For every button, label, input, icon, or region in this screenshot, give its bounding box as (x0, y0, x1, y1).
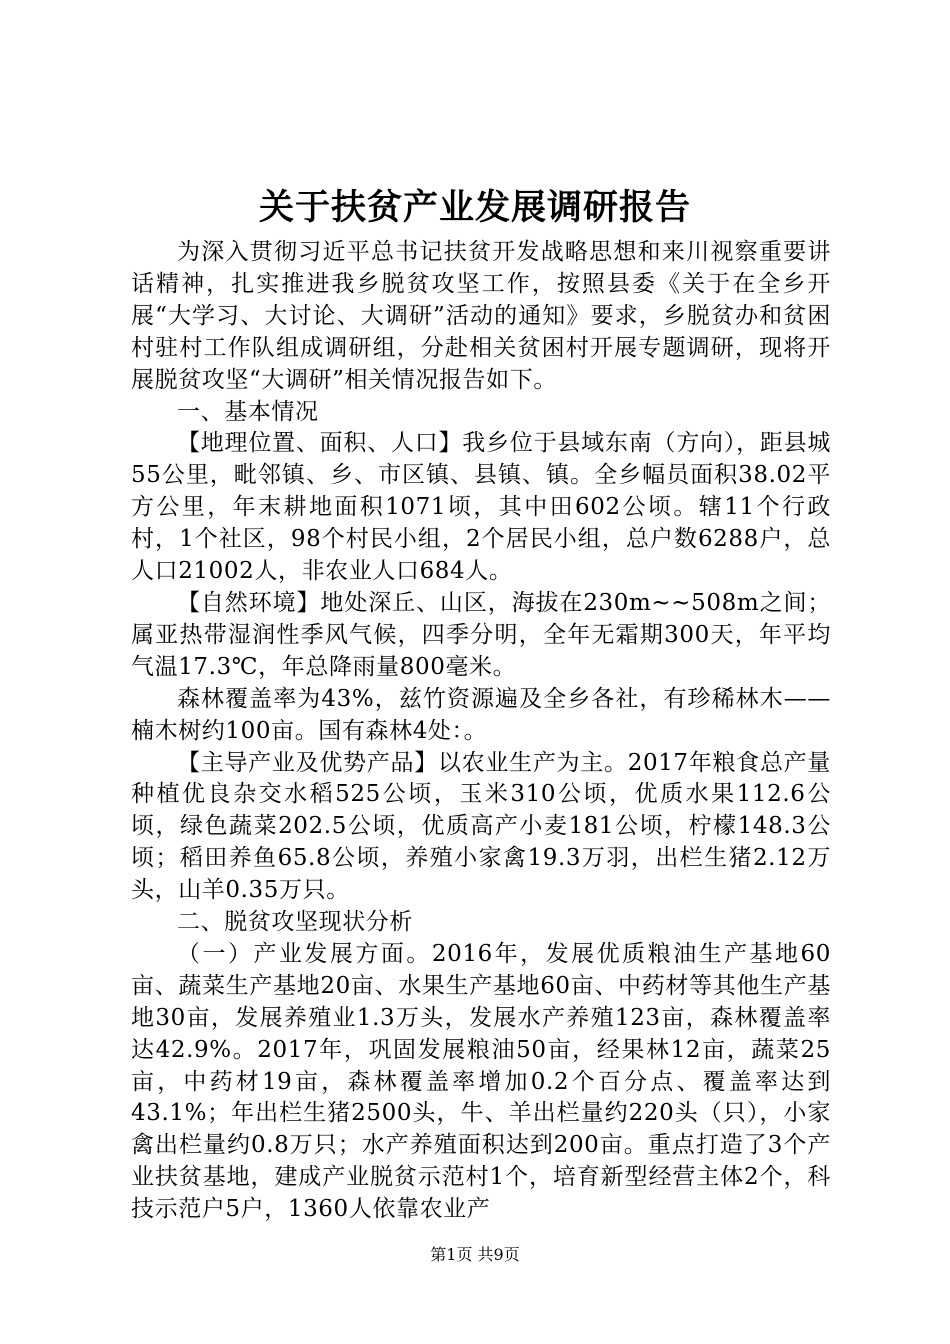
document-title: 关于扶贫产业发展调研报告 (258, 187, 691, 228)
section-heading-analysis: 二、脱贫攻坚现状分析 (177, 909, 413, 936)
forest-paragraph: 森林覆盖率为43%，兹竹资源遍及全乡各社，有珍稀林木——楠木树约100亩。国有森林4处：。 (131, 685, 831, 744)
industry-paragraph: 【主导产业及优势产品】以农业生产为主。2017年粮食总产量种植优良杂交水稻525公顷，玉米310公顷，优质水果112.6公顷，绿色蔬菜202.5公顷，优质高产小麦181公顷，柠檬148.3公顷；稻田养鱼65.8公顷，养殖小家禽19.3万羽，出栏生猪2.12万头，山羊0.35万只。 (131, 749, 831, 904)
geography-paragraph: 【地理位置、面积、人口】我乡位于县域东南（方向），距县城55公里，毗邻镇、乡、市区镇、县镇、镇。全乡幅员面积38.02平方公里，年末耕地面积1071顷，其中田602公顷。辖11个行政村，1个社区，98个村民小组，2个居民小组，总户数6288户，总人口21002人，非农业人口684人。 (131, 430, 831, 585)
intro-paragraph: 为深入贯彻习近平总书记扶贫开发战略思想和来川视察重要讲话精神，扎实推进我乡脱贫攻坚工作，按照县委《关于在全乡开展“大学习、大讨论、大调研”活动的通知》要求，乡脱贫办和贫困村驻村工作队组成调研组，分赴相关贫困村开展专题调研，现将开展脱贫攻坚“大调研”相关情况报告如下。 (131, 239, 831, 393)
page-number-footer: 第1页 共9页 (430, 1245, 520, 1264)
industry-development-paragraph: （一）产业发展方面。2016年，发展优质粮油生产基地60亩、蔬菜生产基地20亩、水果生产基地60亩、中药材等其他生产基地30亩，发展养殖业1.3万头，发展水产养殖123亩，森林覆盖率达42.9%。2017年，巩固发展粮油50亩，经果林12亩，蔬菜25亩，中药材19亩，森林覆盖率增加0.2个百分点、覆盖率达到43.1%；年出栏生猪2500头，牛、羊出栏量约220头（只），小家禽出栏量约0.8万只；水产养殖面积达到200亩。重点打造了3个产业扶贫基地，建成产业脱贫示范村1个，培育新型经营主体2个，科技示范户5户，1360人依靠农业产 (131, 940, 831, 1223)
document-body (131, 237, 831, 1226)
section-heading-basic-situation: 一、基本情况 (177, 398, 319, 425)
environment-paragraph: 【自然环境】地处深丘、山区，海拔在230m~~508m之间；属亚热带湿润性季风气候，四季分明，全年无霜期300天，年平均气温17.3℃，年总降雨量800毫米。 (131, 589, 831, 680)
